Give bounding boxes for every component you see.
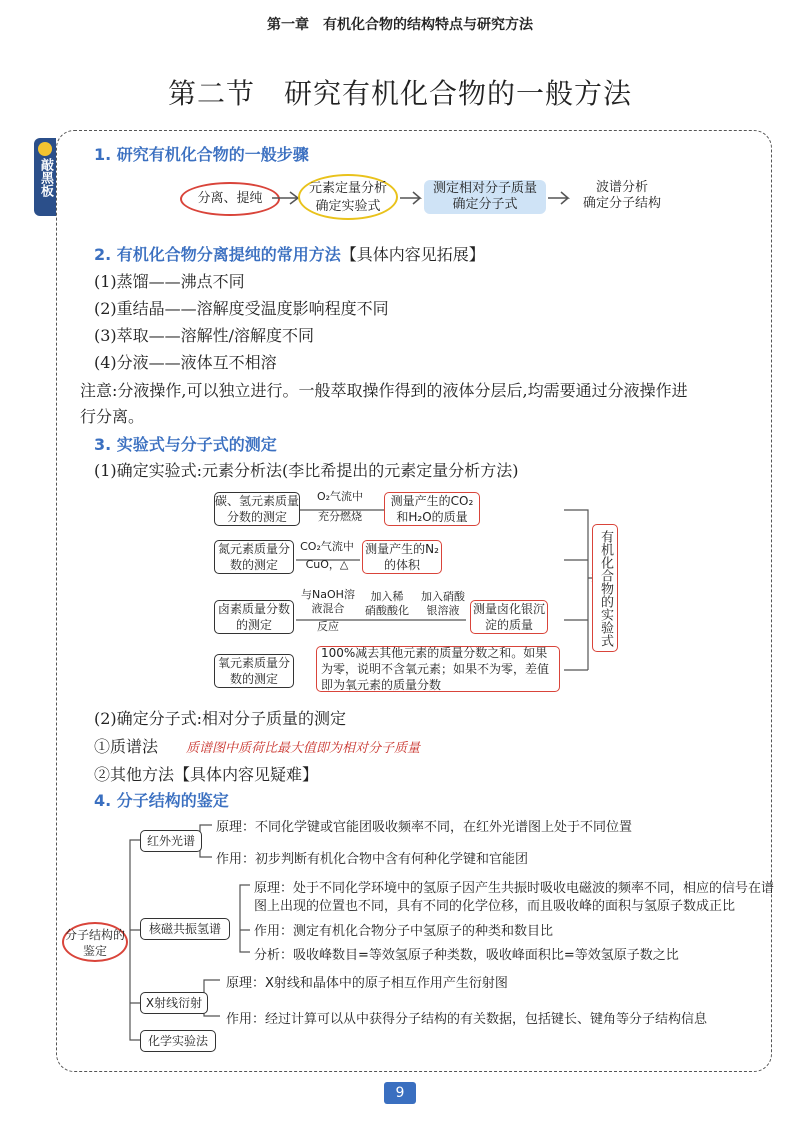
s2-note xyxy=(80,378,770,430)
label-x-a2: 液混合 xyxy=(311,602,345,615)
nmr-principle-l1: 原理：处于不同化学环境中的氢原子因产生共振时吸收电磁波的频率不同，相应的信号在谱 xyxy=(254,881,775,896)
nmr-use: 作用：测定有机化合物分子中氢原子的种类和数目比 xyxy=(254,924,554,939)
xray-use: 作用：经过计算可以从中获得分子结构的有关数据，包括键长、键角等分子结构信息 xyxy=(226,1012,708,1027)
node-chem: 化学实验法 xyxy=(140,1030,216,1052)
ir-principle: 原理：不同化学键或官能团吸收频率不同，在红外光谱图上处于不同位置 xyxy=(216,820,633,835)
method-1-note: 质谱图中质荷比最大值即为相对分子质量 xyxy=(186,741,421,756)
list-item: (2)重结晶——溶解度受温度影响程度不同 xyxy=(94,299,389,318)
list-item: (3)萃取——溶解性/溶解度不同 xyxy=(94,326,315,345)
step-mass-l1: 测定相对分子质量 xyxy=(432,181,537,196)
step-mass xyxy=(424,180,546,214)
method-2: ②其他方法【具体内容见疑难】 xyxy=(94,765,319,784)
label-x-a1: 与NaOH溶 xyxy=(301,588,355,601)
label-x-b1: 加入稀 xyxy=(370,590,404,603)
page-number: 9 xyxy=(384,1082,416,1104)
section-title: 第二节 研究有机化合物的一般方法 xyxy=(167,77,632,110)
node-xray: X射线衍射 xyxy=(140,992,208,1014)
nmr-principle xyxy=(254,880,774,916)
box-ch-result: 测量产生的CO₂和H₂O的质量 xyxy=(384,492,480,526)
step-element-l1: 元素定量分析 xyxy=(308,181,387,196)
s2-note-l2: 行分离。 xyxy=(80,407,145,426)
s4-heading: 4. 分子结构的鉴定 xyxy=(94,791,229,810)
list-item: (4)分液——液体互不相溶 xyxy=(94,353,277,372)
label-x-c1: 加入硝酸 xyxy=(421,590,465,603)
tab-badge xyxy=(34,138,56,216)
s2-note-l1: 注意:分液操作,可以独立进行。一般萃取操作得到的液体分层后,均需要通过分液操作进 xyxy=(80,381,688,400)
box-n-result: 测量产生的N₂的体积 xyxy=(362,540,442,574)
box-o-result: 100%减去其他元素的质量分数之和。如果为零，说明不含氧元素；如果不为零，差值即为氧元素的质量分数 xyxy=(316,646,560,692)
step-element-l2: 确定实验式 xyxy=(315,199,381,214)
xray-principle: 原理：X射线和晶体中的原子相互作用产生衍射图 xyxy=(226,976,508,991)
bulb-icon xyxy=(38,142,52,156)
step-element xyxy=(298,174,398,220)
step-separate: 分离、提纯 xyxy=(180,182,280,216)
label-x-c2: 银溶液 xyxy=(426,604,460,617)
node-ir: 红外光谱 xyxy=(140,830,202,852)
s3-sub2: (2)确定分子式:相对分子质量的测定 xyxy=(94,709,347,728)
label-x-b2: 硝酸酸化 xyxy=(365,604,409,617)
list-item: (1)蒸馏——沸点不同 xyxy=(94,272,245,291)
s2-heading-note: 【具体内容见拓展】 xyxy=(340,245,485,264)
nmr-analysis: 分析：吸收峰数目=等效氢原子种类数，吸收峰面积比=等效氢原子数之比 xyxy=(254,948,679,963)
s2-heading: 2. 有机化合物分离提纯的常用方法 xyxy=(94,245,341,264)
label-ch-a2: 充分燃烧 xyxy=(318,510,362,523)
s3-sub1: (1)确定实验式:元素分析法(李比希提出的元素定量分析方法) xyxy=(94,461,519,480)
tree-root: 分子结构的鉴定 xyxy=(62,922,128,962)
step-spectra-l1: 波谱分析 xyxy=(595,180,648,195)
box-o: 氧元素质量分数的测定 xyxy=(214,654,294,688)
step-mass-l2: 确定分子式 xyxy=(452,197,518,212)
nmr-principle-l2: 图上出现的位置也不同，具有不同的化学位移，而且吸收峰的面积与氢原子数成正比 xyxy=(254,899,736,914)
label-ch-a1: O₂气流中 xyxy=(316,490,364,503)
step-spectra-l2: 确定分子结构 xyxy=(582,196,661,211)
node-nmr: 核磁共振氢谱 xyxy=(140,918,230,940)
label-n-a2: CuO，△ xyxy=(305,558,349,571)
chapter-header: 第一章 有机化合物的结构特点与研究方法 xyxy=(267,17,533,33)
box-ch: 碳、氢元素质量分数的测定 xyxy=(215,494,300,524)
label-n-a1: CO₂气流中 xyxy=(300,540,354,553)
label-x-a3: 反应 xyxy=(317,620,339,633)
box-x-result: 测量卤化银沉淀的质量 xyxy=(470,600,548,634)
s2-list xyxy=(94,268,389,376)
tab-label: 敲黑板 xyxy=(38,158,53,197)
s2-heading-line xyxy=(94,242,485,265)
box-n: 氮元素质量分数的测定 xyxy=(214,540,294,574)
box-empirical: 有机化合物的实验式 xyxy=(592,524,618,652)
s3-heading: 3. 实验式与分子式的测定 xyxy=(94,435,277,454)
step-spectra xyxy=(572,180,672,212)
box-x: 卤素质量分数的测定 xyxy=(214,600,294,634)
ir-use: 作用：初步判断有机化合物中含有何种化学键和官能团 xyxy=(216,852,529,867)
s1-heading: 1. 研究有机化合物的一般步骤 xyxy=(94,145,309,164)
method-1: ①质谱法 xyxy=(94,737,159,756)
